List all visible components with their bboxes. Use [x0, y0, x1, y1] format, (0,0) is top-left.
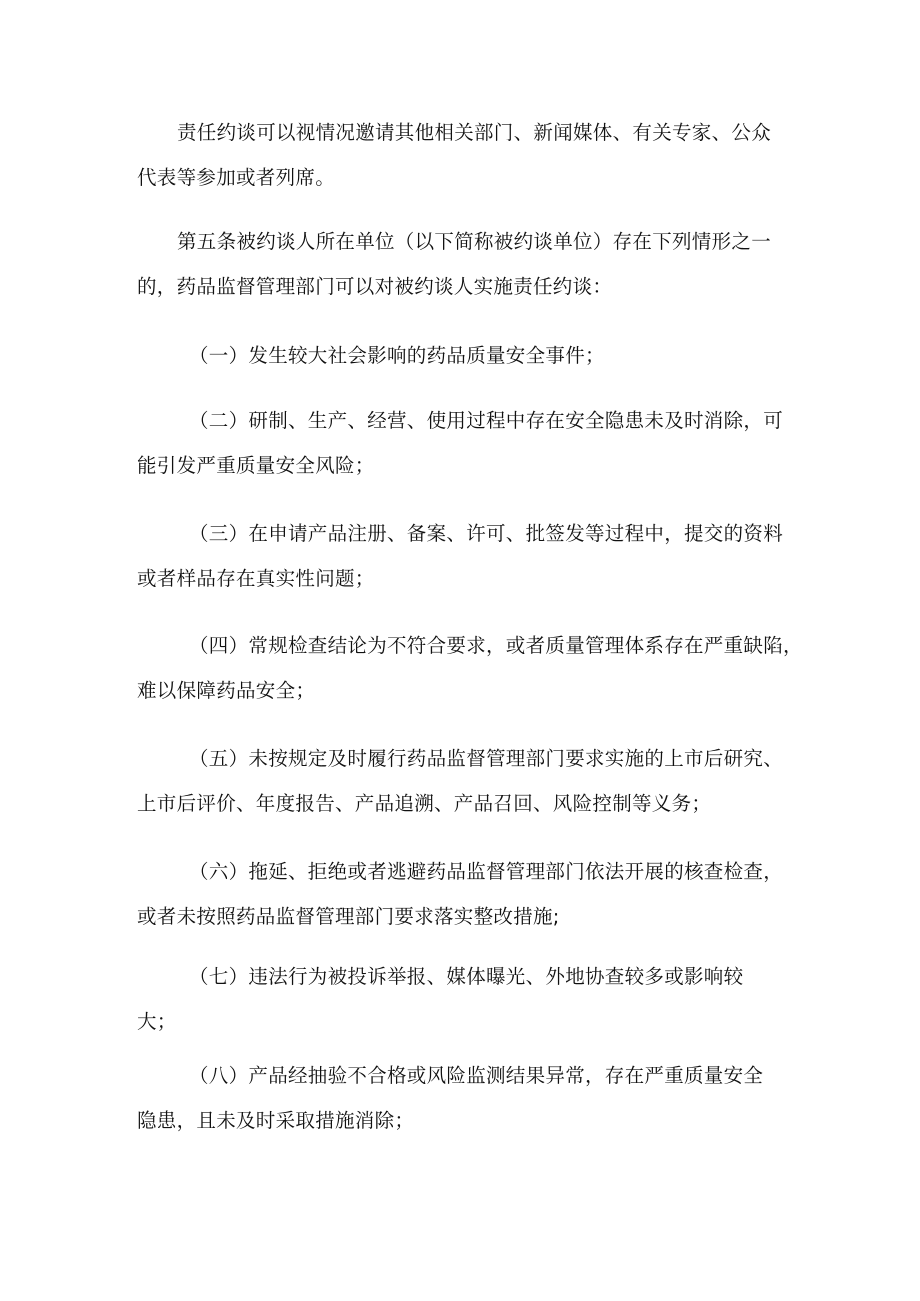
paragraph-line: （六）拖延、拒绝或者逃避药品监督管理部门依法开展的核查检查，: [189, 860, 784, 883]
paragraph-line: 或者未按照药品监督管理部门要求落实整改措施;: [137, 905, 560, 928]
paragraph-line: 或者样品存在真实性问题；: [137, 567, 375, 590]
paragraph-line: （三）在申请产品注册、备案、许可、批签发等过程中，提交的资料: [189, 522, 784, 545]
paragraph-line: （一）发生较大社会影响的药品质量安全事件；: [189, 344, 605, 367]
paragraph-line: 的，药品监督管理部门可以对被约谈人实施责任约谈：: [137, 275, 613, 298]
paragraph-line: 难以保障药品安全；: [137, 679, 316, 702]
list-item-3: [137, 511, 797, 601]
list-item-7: [137, 954, 797, 1044]
list-item-6: [137, 849, 797, 939]
paragraph-line: 能引发严重质量安全风险；: [137, 454, 375, 477]
paragraph-line: 第五条被约谈人所在单位（以下简称被约谈单位）存在下列情形之一: [177, 230, 772, 253]
list-item-2: [137, 398, 797, 488]
list-item-8: [137, 1053, 797, 1143]
paragraph-line: （四）常规检查结论为不符合要求，或者质量管理体系存在严重缺陷，: [189, 634, 803, 657]
paragraph-line: （二）研制、生产、经营、使用过程中存在安全隐患未及时消除，可: [189, 409, 784, 432]
paragraph-article-5: [137, 219, 797, 309]
paragraph-line: （五）未按规定及时履行药品监督管理部门要求实施的上市后研究、: [189, 747, 784, 770]
paragraph-line: （八）产品经抽验不合格或风险监测结果异常，存在严重质量安全: [189, 1064, 764, 1087]
list-item-1: [137, 333, 797, 378]
paragraph-line: 大；: [137, 1010, 177, 1033]
paragraph-line: 隐患，且未及时采取措施消除；: [137, 1109, 415, 1132]
paragraph-line: 代表等参加或者列席。: [137, 166, 336, 189]
list-item-4: [137, 623, 803, 713]
list-item-5: [137, 736, 797, 826]
paragraph-line: 责任约谈可以视情况邀请其他相关部门、新闻媒体、有关专家、公众: [177, 121, 772, 144]
paragraph-line: （七）违法行为被投诉举报、媒体曝光、外地协查较多或影响较: [189, 965, 744, 988]
paragraph-line: 上市后评价、年度报告、产品追溯、产品召回、风险控制等义务；: [137, 792, 712, 815]
paragraph-invite-others: [137, 110, 797, 200]
